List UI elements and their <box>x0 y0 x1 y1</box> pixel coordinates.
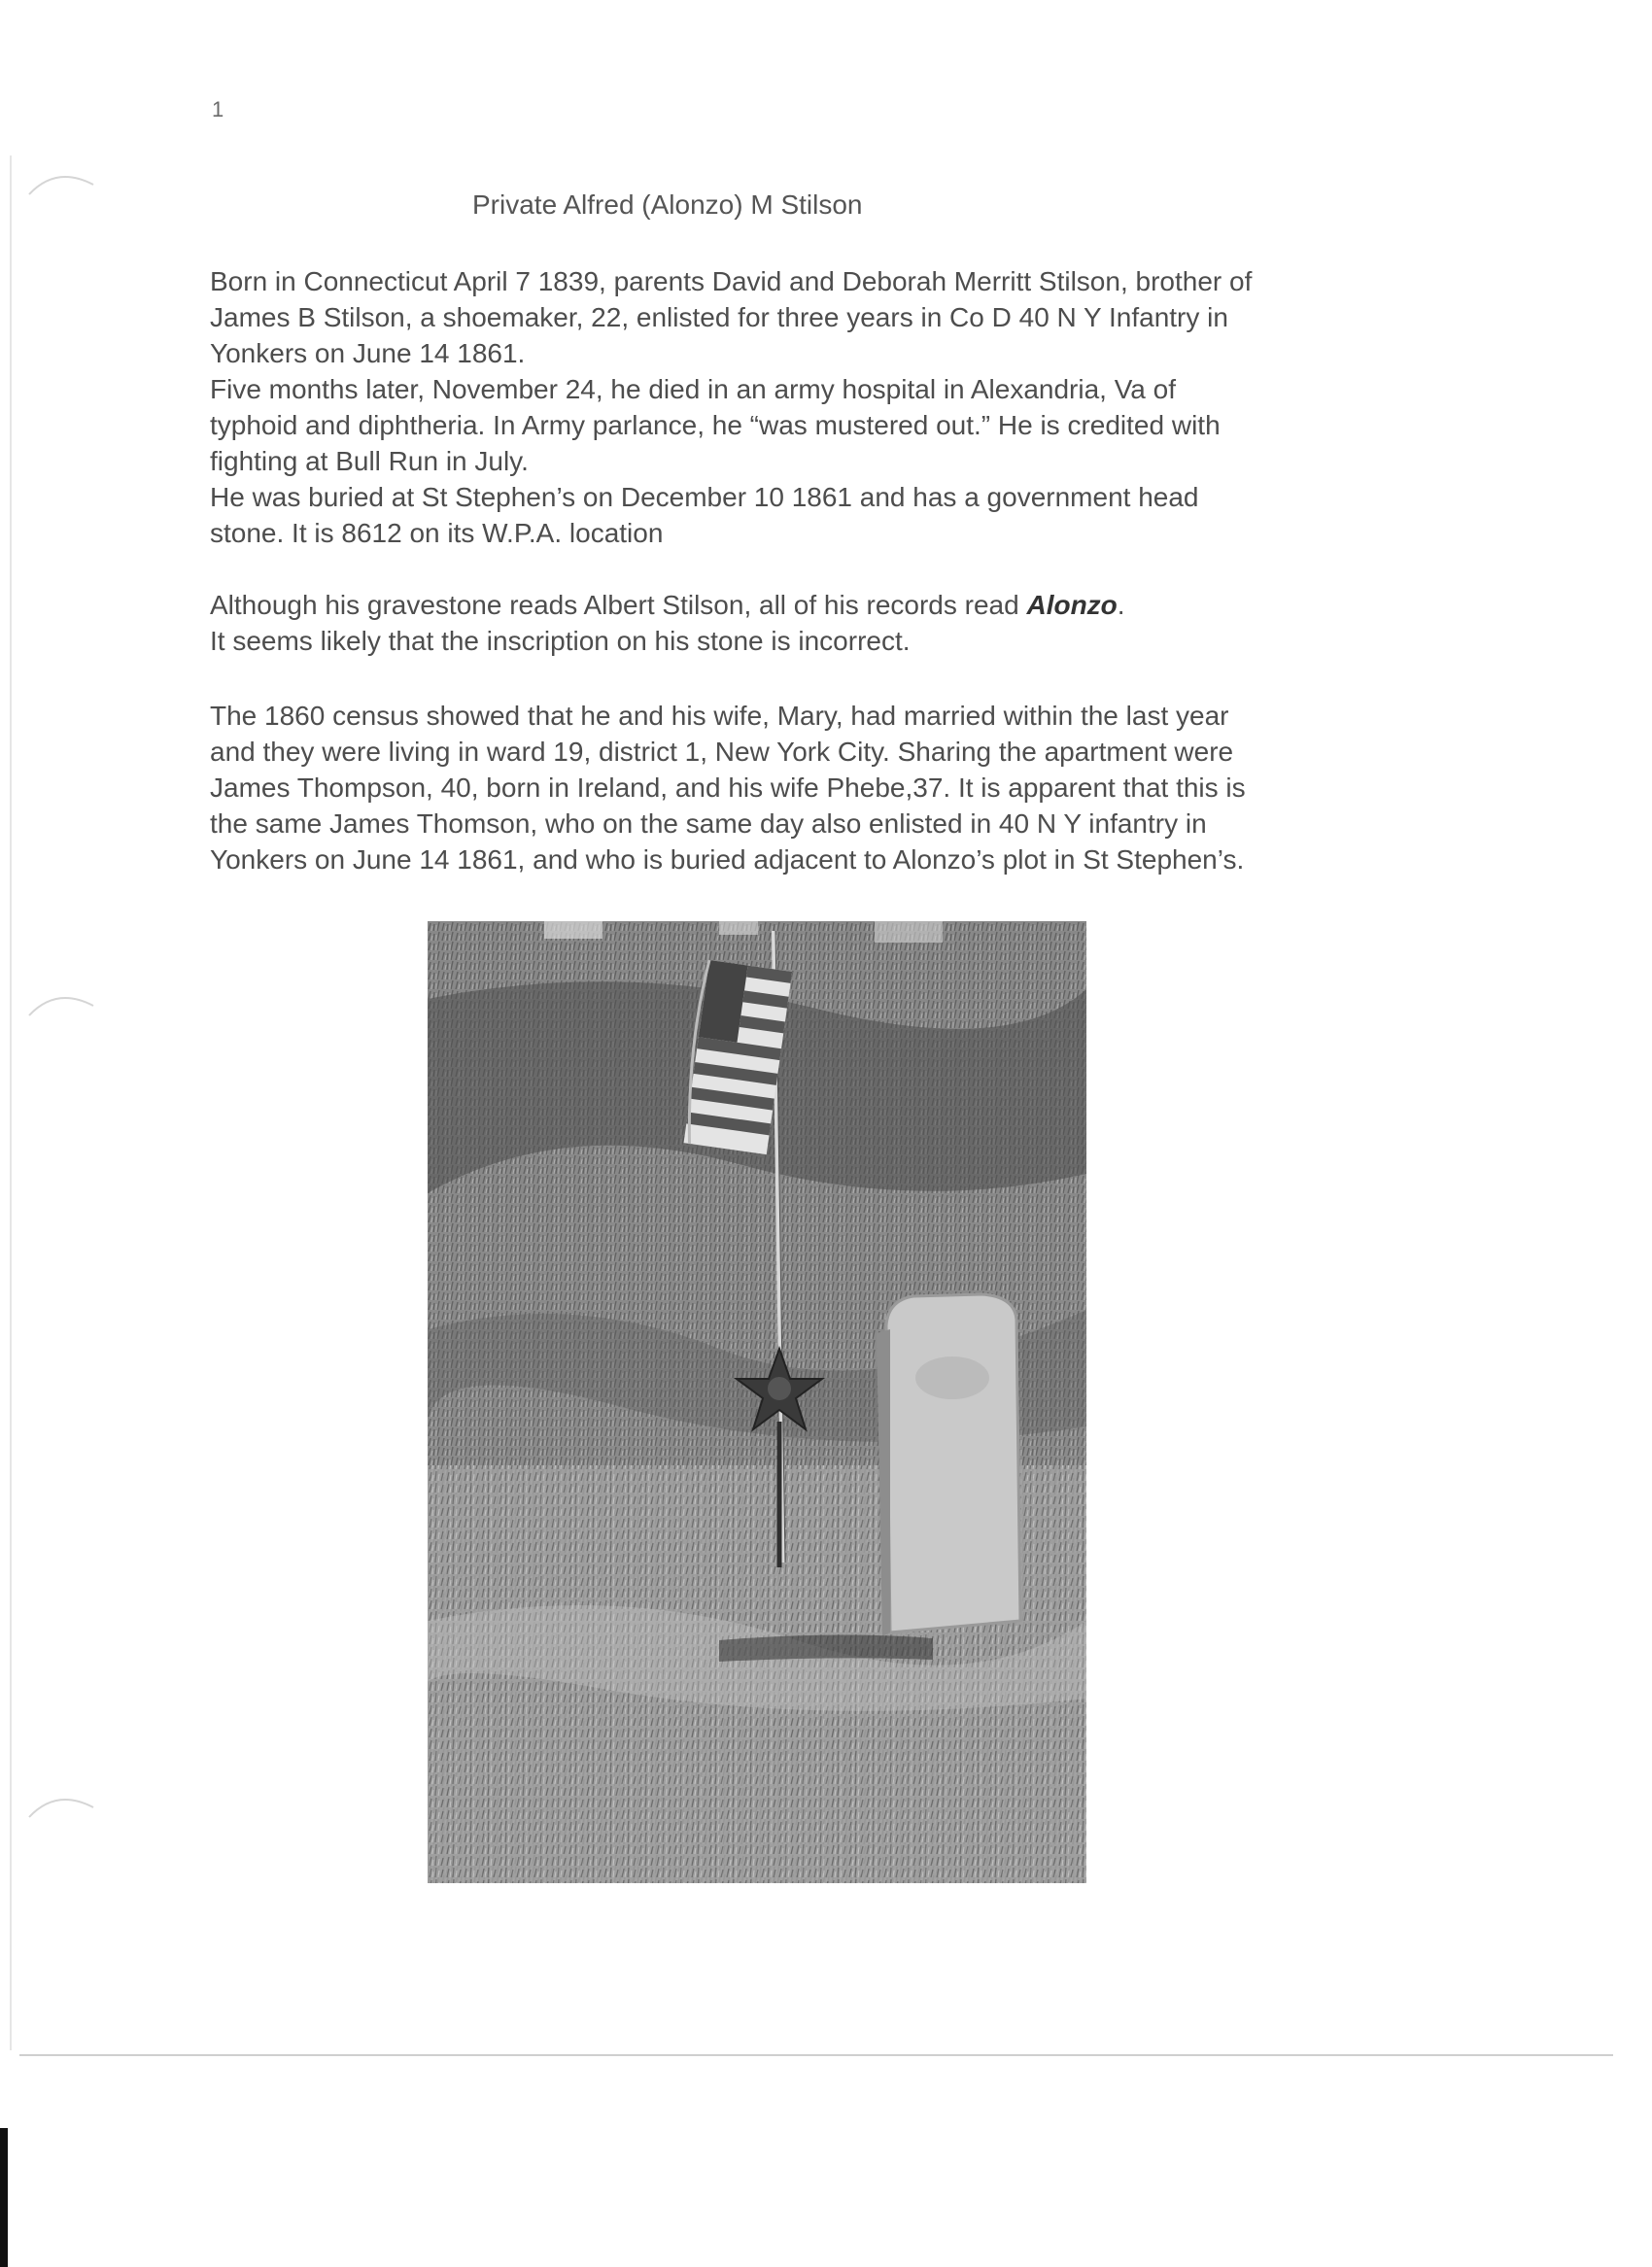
text-segment: Although his gravestone reads Albert Stilson, all of his records read <box>210 590 1027 620</box>
gravestone-photo <box>428 921 1086 1883</box>
paragraph-gravestone <box>210 587 1463 659</box>
text-line: Yonkers on June 14 1861, and who is buried adjacent to Alonzo’s plot in St Stephen’s. <box>210 844 1245 875</box>
punch-hole-mark-icon <box>27 1788 95 1827</box>
text-line: He was buried at St Stephen’s on December 10 1861 and has a government head <box>210 482 1199 512</box>
text-line <box>210 587 1463 623</box>
text-line: fighting at Bull Run in July. <box>210 446 529 476</box>
text-line: The 1860 census showed that he and his wife, Mary, had married within the last year <box>210 701 1229 731</box>
text-line: It seems likely that the inscription on his stone is incorrect. <box>210 626 911 656</box>
gravestone-photo-icon <box>428 921 1086 1883</box>
page-number: 1 <box>212 97 224 121</box>
text-line: Born in Connecticut April 7 1839, parents David and Deborah Merritt Stilson, brother of <box>210 266 1253 296</box>
text-line: James B Stilson, a shoemaker, 22, enlisted for three years in Co D 40 N Y Infantry in <box>210 302 1228 332</box>
paragraph-biography <box>210 263 1463 551</box>
text-line: Five months later, November 24, he died in an army hospital in Alexandria, Va of <box>210 374 1177 404</box>
emphasis-alonzo: Alonzo <box>1026 590 1118 620</box>
punch-hole-mark-icon <box>27 986 95 1025</box>
text-line: James Thompson, 40, born in Ireland, and his wife Phebe,37. It is apparent that this is <box>210 773 1246 803</box>
text-line: stone. It is 8612 on its W.P.A. location <box>210 518 664 548</box>
text-line: and they were living in ward 19, district 1, New York City. Sharing the apartment were <box>210 737 1234 767</box>
text-line: typhoid and diphtheria. In Army parlance, he “was mustered out.” He is credited with <box>210 410 1221 440</box>
punch-hole-mark-icon <box>27 165 95 204</box>
text-line: Yonkers on June 14 1861. <box>210 338 526 368</box>
scan-edge-line <box>19 2054 1613 2056</box>
text-segment: . <box>1117 590 1125 620</box>
page-title: Private Alfred (Alonzo) M Stilson <box>472 189 863 220</box>
left-border-scan <box>10 155 12 2050</box>
scan-shadow-edge <box>0 2128 8 2267</box>
paragraph-census <box>210 698 1463 877</box>
text-line: the same James Thomson, who on the same day also enlisted in 40 N Y infantry in <box>210 808 1207 839</box>
